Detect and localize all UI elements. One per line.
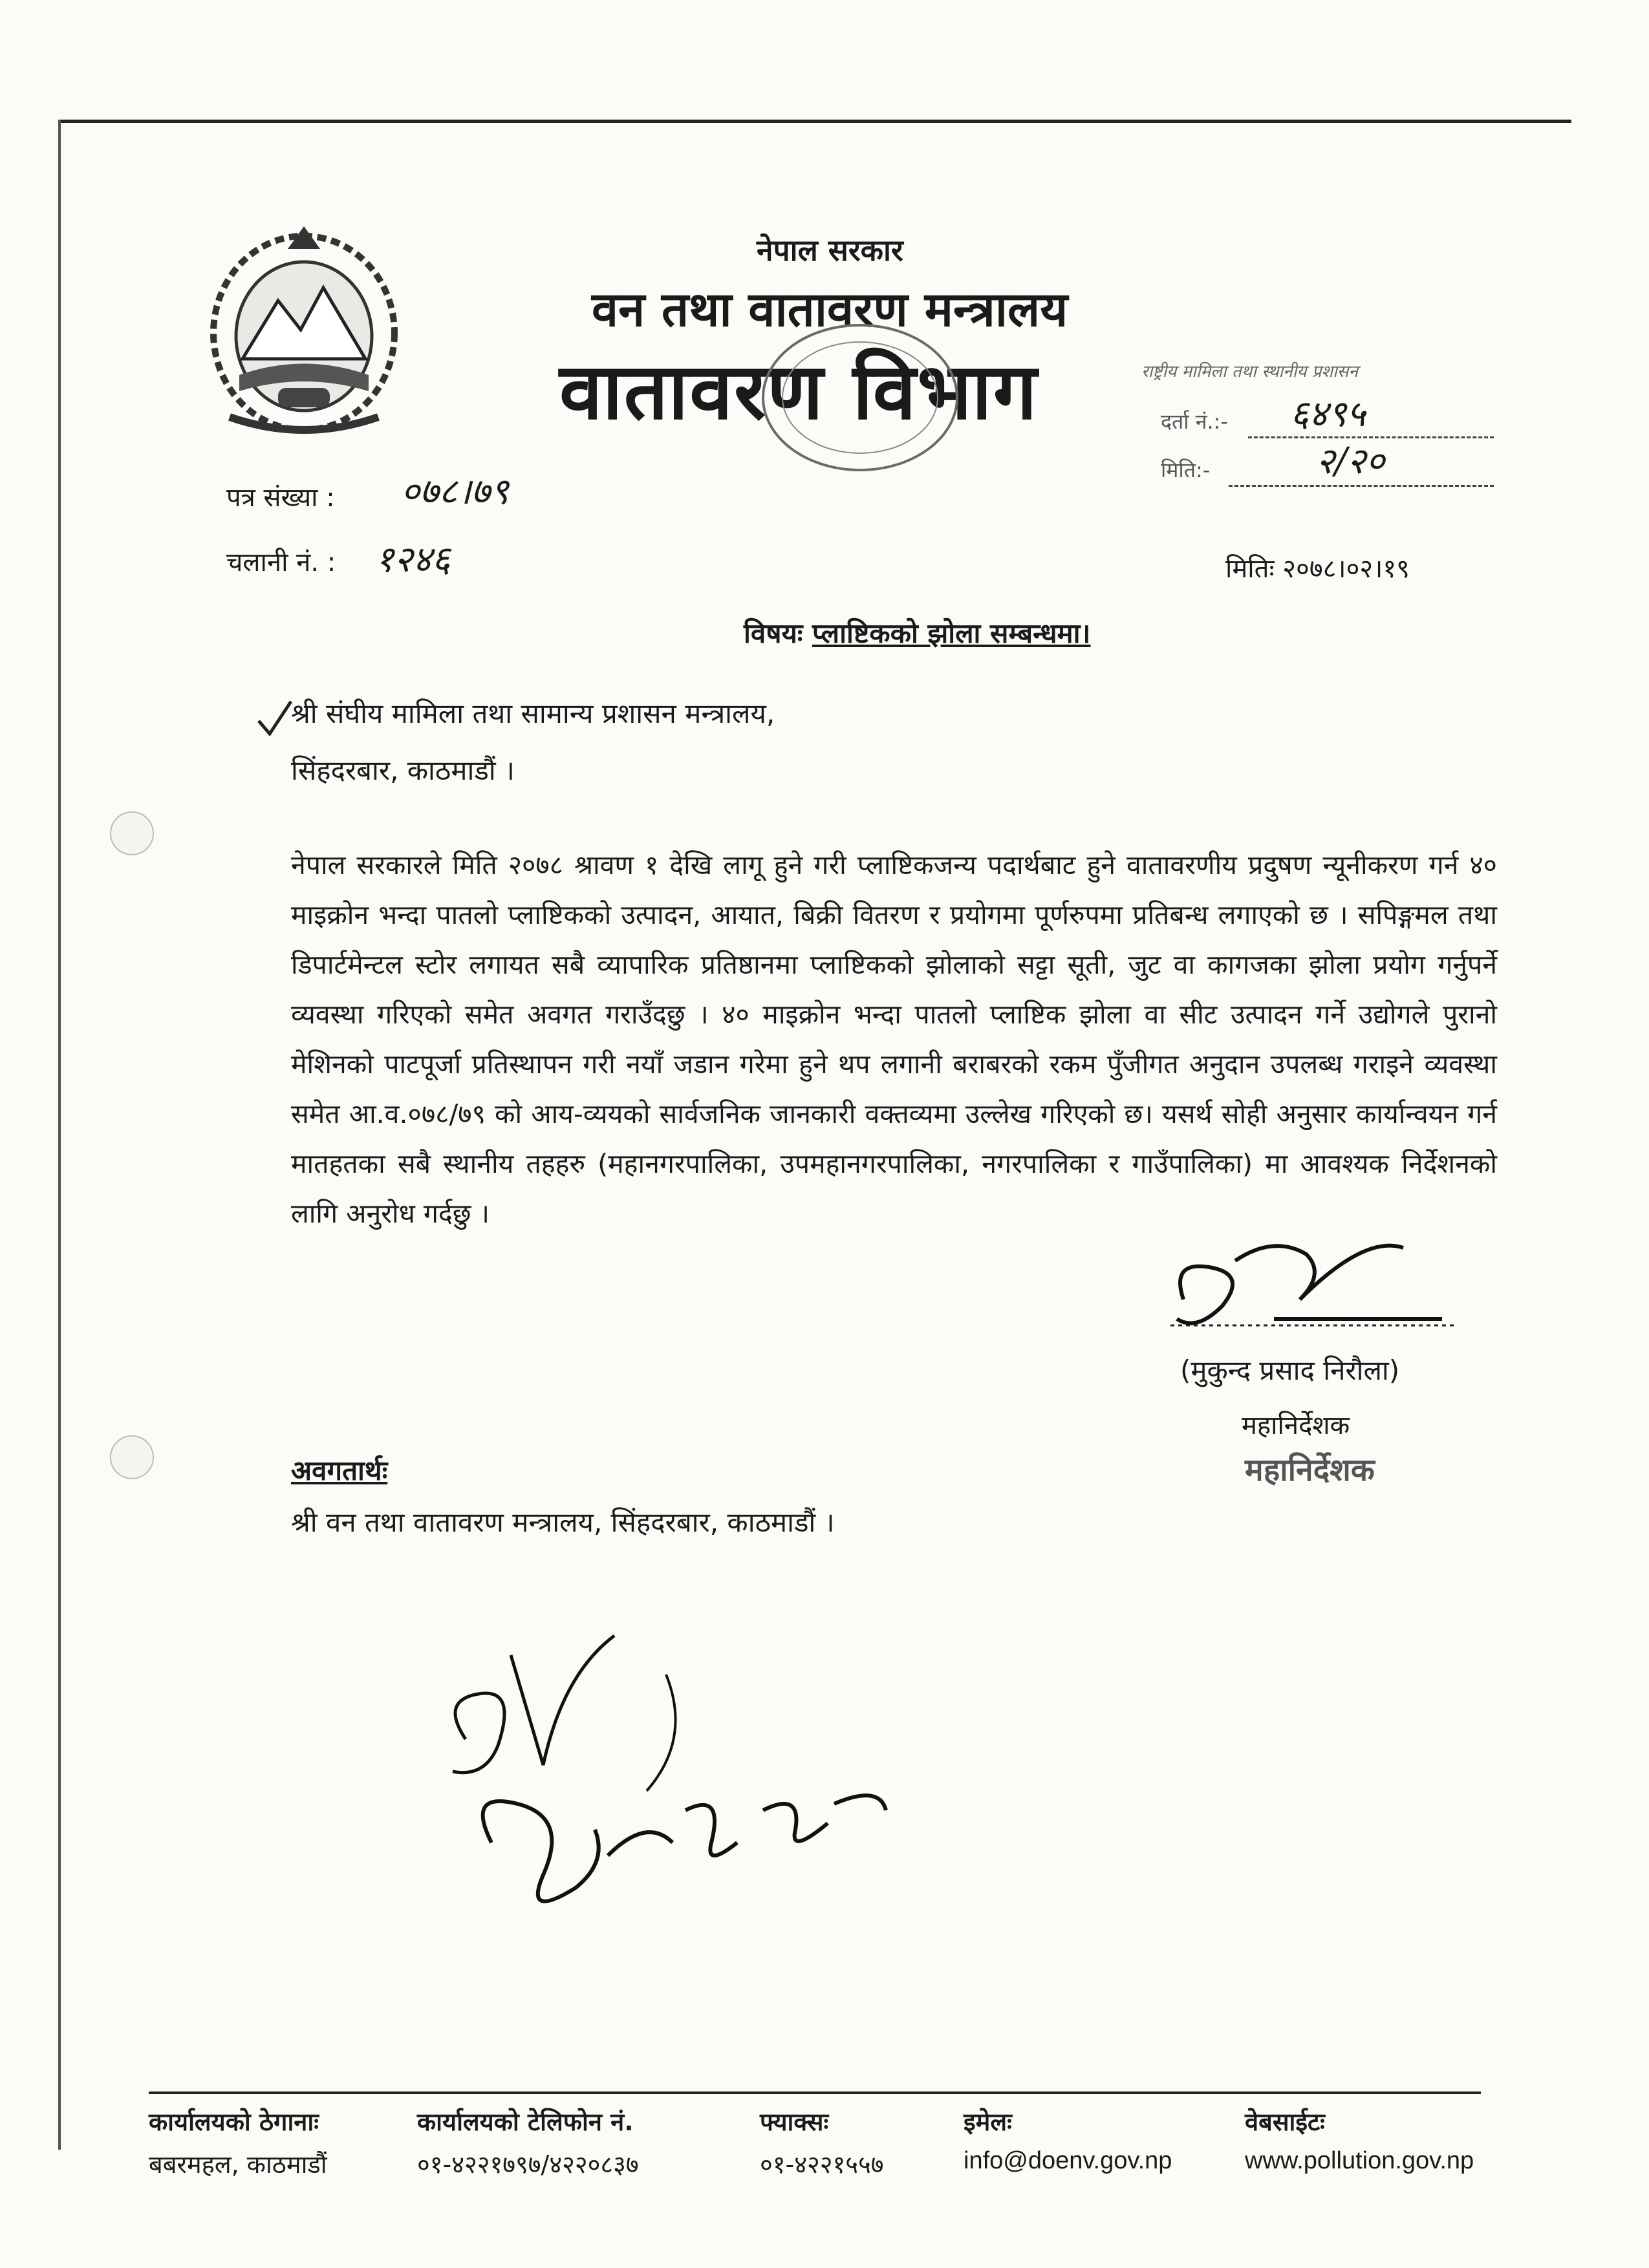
signatory-name: (मुकुन्द प्रसाद निरौला) [1180,1354,1400,1386]
handwritten-note-text [711,1652,772,1678]
cc-line: श्री वन तथा वातावरण मन्त्रालय, सिंहदरबार, काठमाडौं । [291,1506,835,1538]
website-value[interactable]: www.pollution.gov.np [1245,2147,1474,2174]
letter-number-label: पत्र संख्या : [226,483,335,513]
footer-email [964,2104,1172,2175]
signatory-title-stamp: महानिर्देशक [1245,1452,1375,1488]
subject-label: विषयः [744,617,803,649]
letter-date: मितिः २०७८।०२।१९ [1225,554,1410,584]
department-name: वातावरण विभाग [559,347,1039,437]
phone-value: ०१-४२२१७९७/४२२०८३७ [417,2150,639,2179]
recipient-line-1: श्री संघीय मामिला तथा सामान्य प्रशासन मन्त्रालय, [291,698,775,729]
footer-website [1245,2104,1474,2175]
nepal-emblem-icon [204,223,404,436]
footer-divider [149,2091,1481,2094]
ministry-name: वन तथा वातावरण मन्त्रालय [592,282,1068,337]
top-border-line [58,120,1571,123]
check-mark-icon [255,698,294,737]
cc-label: अवगतार्थः [291,1455,388,1486]
website-label: वेबसाईटः [1245,2108,1325,2136]
department-seal-stamp [753,317,967,478]
address-value: बबरमहल, काठमाडौं [149,2150,327,2179]
handwritten-note-icon [414,1597,931,1972]
email-value[interactable]: info@doenv.gov.np [964,2147,1172,2174]
left-border-line [58,120,61,2150]
recipient-block [291,685,775,799]
footer-address [149,2104,327,2181]
phone-label: कार्यालयको टेलिफोन नं. [417,2108,634,2136]
darta-number: ६४९५ [1290,393,1366,435]
punch-hole-bottom [110,1435,154,1479]
footer-fax [760,2104,884,2181]
address-label: कार्यालयको ठेगानाः [149,2108,319,2136]
subject-line [744,614,1090,651]
darta-label: दर्ता नं.:- [1161,409,1228,434]
letter-body: नेपाल सरकारले मिति २०७८ श्रावण १ देखि लागू हुने गरी प्लाष्टिकजन्य पदार्थबाट हुने वातावरणीय प्रदुषण न्यूनीकरण गर्न ४० माइक्रोन भन्दा पातलो प्लाष्टिकको उत्पादन, आयात, बिक्री वितरण र प्रयोगमा पूर्णरुपमा प्रतिबन्ध लगाएको छ । सपिङ्गमल तथा डिपार्टमेन्टल स्टोर लगायत सबै व्यापारिक प्रतिष्ठानमा प्लाष्टिकको झोलाको सट्टा सूती, जुट वा कागजका झोला प्रयोग गर्नुपर्ने व्यवस्था गरिएको समेत अवगत गराउँदछु । ४० माइक्रोन भन्दा पातलो प्लाष्टिक झोला वा सीट उत्पादन गर्ने उद्योगले पुरानो मेशिनको पाटपूर्जा प्रतिस्थापन गरी नयाँ जडान गरेमा हुने थप लगानी बराबरको रकम पुँजीगत अनुदान उपलब्ध गराइने व्यवस्था समेत आ.व.०७८/७९ को आय-व्ययको सार्वजनिक जानकारी वक्तव्यमा उल्लेख गरिएको छ। यसर्थ सोही अनुसार कार्यान्वयन गर्न मातहतका सबै स्थानीय तहहरु (महानगरपालिका, उपमहानगरपालिका, नगरपालिका र गाउँपालिका) मा आवश्यक निर्देशनको लागि अनुरोध गर्दछु । [291,850,1497,1229]
dispatch-number-value: १२४६ [375,539,451,581]
receipt-date-value: २/२० [1316,440,1385,482]
recipient-line-2: सिंहदरबार, काठमाडौं । [291,754,515,786]
receipt-date-label: मिति:- [1161,458,1211,482]
receipt-stamp [1141,359,1503,495]
footer-phone [417,2104,639,2181]
fax-value: ०१-४२२१५५७ [760,2150,884,2179]
signatory-title: महानिर्देशक [1242,1411,1350,1440]
dispatch-number-label: चलानी नं. : [226,548,336,577]
letter-number-value: ०७८।७९ [401,471,509,513]
director-signature-icon [1158,1222,1461,1345]
email-label: इमेलः [964,2108,1012,2136]
punch-hole-top [110,811,154,855]
government-name: नेपाल सरकार [757,233,903,268]
receipt-stamp-title: राष्ट्रीय मामिला तथा स्थानीय प्रशासन [1141,362,1358,381]
receipt-date-line [1229,485,1494,487]
fax-label: फ्याक्सः [760,2108,829,2136]
subject-text: प्लाष्टिकको झोला सम्बन्धमा। [812,617,1091,649]
